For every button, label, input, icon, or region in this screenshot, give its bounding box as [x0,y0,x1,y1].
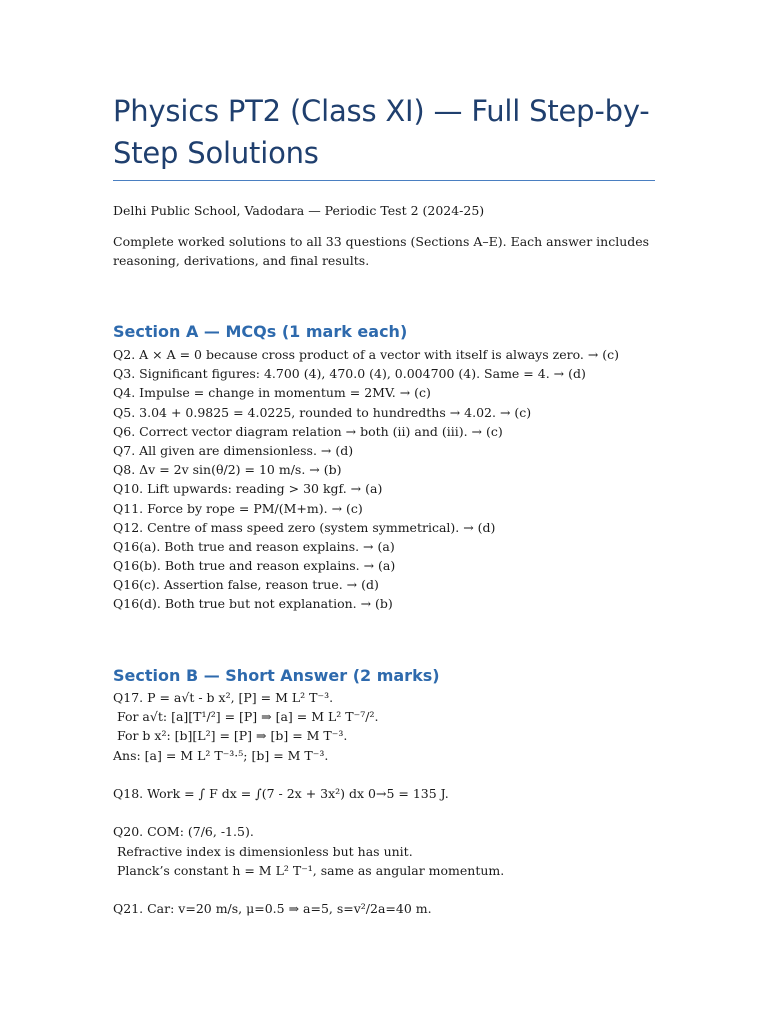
answer-line-q17: For a√t: [a][T¹/²] = [P] ⇒ [a] = M L² T⁻⁷/². [113,709,379,725]
answer-line: Q16(b). Both true and reason explains. → (a) [113,558,396,574]
answer-line: Q11. Force by rope = PM/(M+m). → (c) [113,500,363,516]
answer-line: Q16(a). Both true and reason explains. → (a) [113,538,395,554]
answer-line: Q12. Centre of mass speed zero (system symmetrical). → (d) [113,519,496,535]
document-title-line-1: Physics PT2 (Class XI) — Full Step-by- [113,94,650,128]
answer-line: Q7. All given are dimensionless. → (d) [113,442,354,458]
answer-line-q17: Ans: [a] = M L² T⁻³·⁵; [b] = M T⁻³. [113,747,329,763]
answer-line: Q3. Significant figures: 4.700 (4), 470.0 (4), 0.004700 (4). Same = 4. → (d) [113,366,586,382]
answer-line: Q16(c). Assertion false, reason true. → (d) [113,577,379,593]
paragraph-gap [113,880,504,899]
answer-line: Q4. Impulse = change in momentum = 2MV. → (c) [113,385,431,401]
intro-line: reasoning, derivations, and final results. [113,253,370,269]
paragraph-gap [113,803,504,822]
answer-line-q20: Refractive index is dimensionless but has unit. [113,843,413,859]
answer-line-q20: Q20. COM: (7/6, -1.5). [113,824,254,840]
section-b-answers [113,688,504,918]
section-a-answers [113,345,619,614]
section-b-heading: Section B — Short Answer (2 marks) [113,666,440,685]
intro-paragraph [113,232,650,270]
answer-line-q17: Q17. P = a√t - b x², [P] = M L² T⁻³. [113,690,334,705]
answer-line: Q8. Δv = 2v sin(θ/2) = 10 m/s. → (b) [113,462,342,478]
paragraph-gap [113,765,504,784]
document-title-line-2: Step Solutions [113,136,319,170]
answer-line: Q10. Lift upwards: reading > 30 kgf. → (a) [113,481,383,497]
answer-line: Q2. A × A = 0 because cross product of a vector with itself is always zero. → (c) [113,347,620,362]
answer-line: Q5. 3.04 + 0.9825 = 4.0225, rounded to hundredths → 4.02. → (c) [113,404,532,420]
answer-line-q20: Planck’s constant h = M L² T⁻¹, same as angular momentum. [113,862,505,878]
answer-line-q17: For b x²: [b][L²] = [P] ⇒ [b] = M T⁻³. [113,728,348,744]
answer-line-q18: Q18. Work = ∫ F dx = ∫(7 - 2x + 3x²) dx 0→5 = 135 J. [113,785,449,801]
intro-line: Complete worked solutions to all 33 questions (Sections A–E). Each answer includes [113,234,650,249]
section-a-heading: Section A — MCQs (1 mark each) [113,322,408,341]
document-title [113,90,658,174]
document-subtitle: Delhi Public School, Vadodara — Periodic Test 2 (2024-25) [113,203,485,218]
title-underline-rule [113,180,655,181]
answer-line: Q16(d). Both true but not explanation. → (b) [113,596,393,612]
answer-line: Q6. Correct vector diagram relation → both (ii) and (iii). → (c) [113,423,503,439]
answer-line-q21: Q21. Car: v=20 m/s, μ=0.5 ⇒ a=5, s=v²/2a=40 m. [113,901,432,917]
